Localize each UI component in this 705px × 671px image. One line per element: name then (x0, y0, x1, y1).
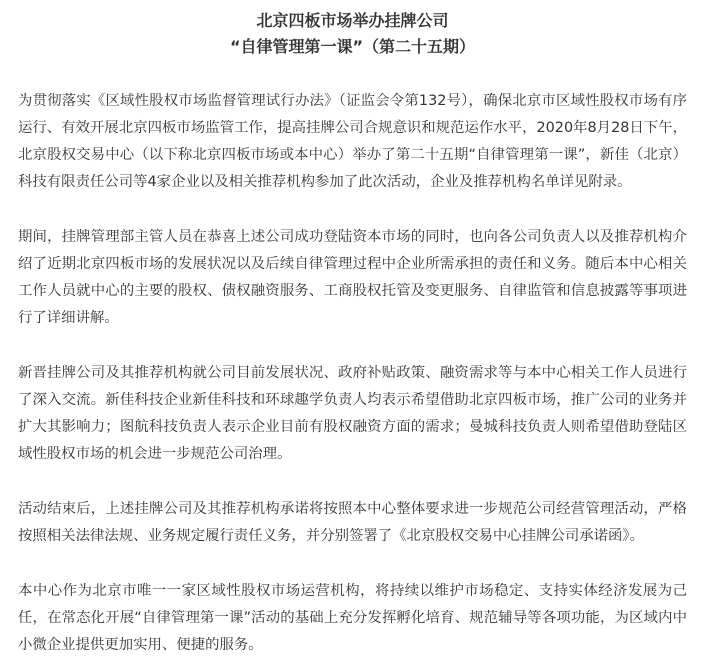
paragraph-4: 活动结束后，上述挂牌公司及其推荐机构承诺将按照本中心整体要求进一步规范公司经营管理活动，严格按照相关法律法规、业务规定履行责任义务，并分别签署了《北京股权交易中心挂牌公司承诺函》。 (18, 501, 687, 544)
paragraph-5: 本中心作为北京市唯一一家区域性股权市场运营机构，将持续以维护市场稳定、支持实体经济发展为己任，在常态化开展“自律管理第一课”活动的基础上充分发挥孵化培育、规范辅导等各项功能，为区域内中小微企业提供更加实用、便捷的服务。 (18, 583, 687, 653)
paragraph-2: 期间，挂牌管理部主管人员在恭喜上述公司成功登陆资本市场的同时，也向各公司负责人以及推荐机构介绍了近期北京四板市场的发展状况以及后续自律管理过程中企业所需承担的责任和义务。随后本中心相关工作人员就中心的主要的股权、债权融资服务、工商股权托管及变更服务、自律监管和信息披露等事项进行了详细讲解。 (18, 229, 687, 326)
paragraph-1: 为贯彻落实《区域性股权市场监督管理试行办法》（证监会令第132号），确保北京市区域性股权市场有序运行、有效开展北京四板市场监管工作，提高挂牌公司合规意识和规范运作水平，2020年8月28日下午，北京股权交易中心（以下称北京四板市场或本中心）举办了第二十五期“自律管理第一课”，新佳（北京）科技有限责任公司等4家企业以及相关推荐机构参加了此次活动，企业及推荐机构名单详见附录。 (18, 93, 687, 190)
title-line-1: 北京四板市场举办挂牌公司 (256, 11, 449, 30)
paragraph-3: 新晋挂牌公司及其推荐机构就公司目前发展状况、政府补贴政策、融资需求等与本中心相关工作人员进行了深入交流。新佳科技企业新佳科技和环球趣学负责人均表示希望借助北京四板市场，推广公司的业务并扩大其影响力；图航科技负责人表示企业目前有股权融资方面的需求；曼城科技负责人则希望借助登陆区域性股权市场的机会进一步规范公司治理。 (18, 365, 687, 462)
title-line-2: “自律管理第一课”（第二十五期） (229, 37, 476, 56)
article-title (18, 8, 687, 60)
